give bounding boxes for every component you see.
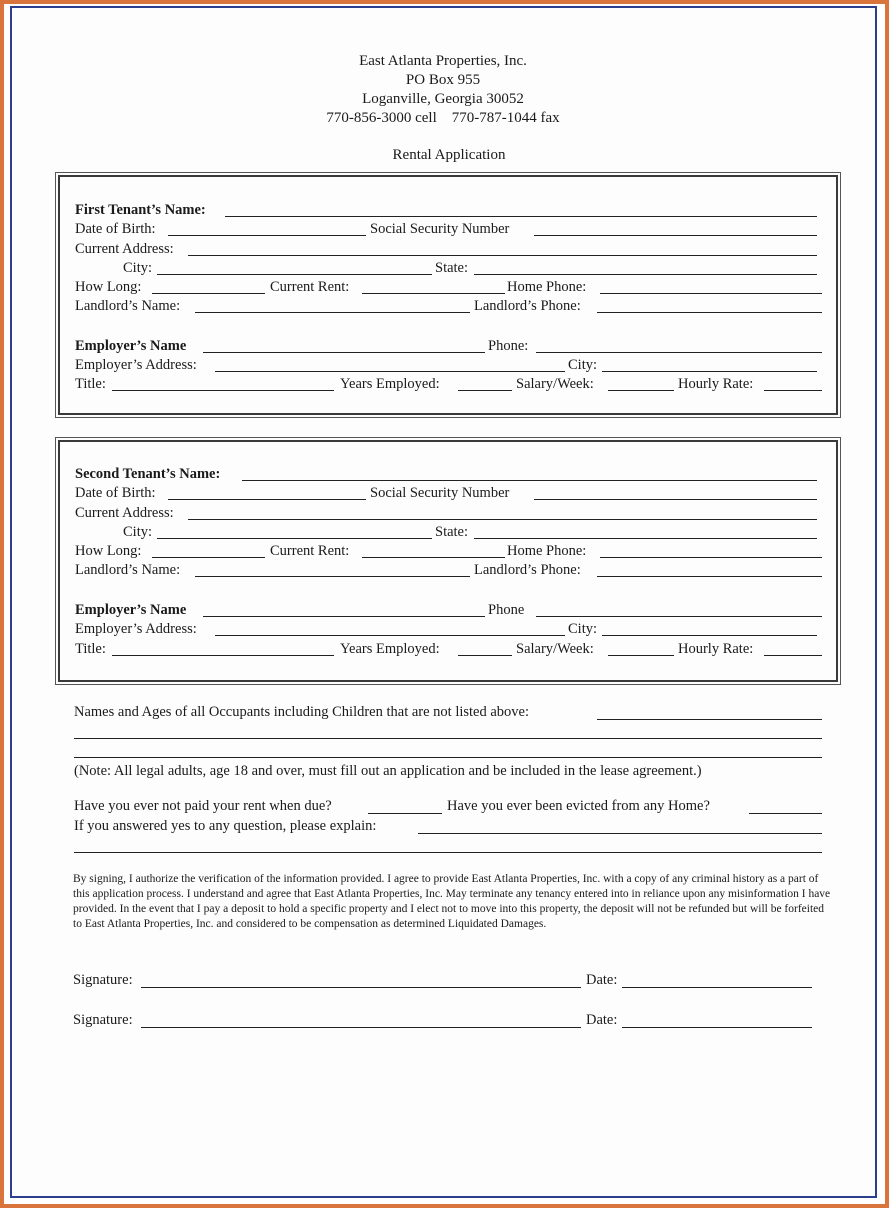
explain-field-1[interactable] — [418, 833, 822, 834]
current-address-label: Current Address: — [75, 505, 174, 521]
employer-name-label: Employer’s Name — [75, 338, 187, 354]
landlord-phone-label: Landlord’s Phone: — [474, 298, 581, 314]
landlord-phone-field[interactable] — [597, 312, 822, 313]
signature-2-field[interactable] — [141, 1027, 581, 1028]
dob-label: Date of Birth: — [75, 485, 156, 501]
evicted-question-label: Have you ever been evicted from any Home? — [447, 798, 710, 814]
occupants-field-3[interactable] — [74, 757, 822, 758]
occupants-field-1[interactable] — [597, 719, 822, 720]
home-phone-label: Home Phone: — [507, 279, 587, 295]
employer-address-field[interactable] — [215, 635, 565, 636]
dob-field[interactable] — [168, 499, 366, 500]
current-rent-label: Current Rent: — [270, 279, 350, 295]
second-tenant-name-field[interactable] — [242, 480, 817, 481]
hourly-rate-field[interactable] — [764, 655, 822, 656]
employer-address-field[interactable] — [215, 371, 565, 372]
landlord-phone-label: Landlord’s Phone: — [474, 562, 581, 578]
form-title: Rental Application — [392, 147, 506, 163]
current-address-field[interactable] — [188, 255, 817, 256]
salary-label: Salary/Week: — [516, 376, 594, 392]
state-field[interactable] — [474, 538, 817, 539]
explain-field-2[interactable] — [74, 852, 822, 853]
current-address-label: Current Address: — [75, 241, 174, 257]
employer-city-label: City: — [568, 621, 598, 637]
dob-field[interactable] — [168, 235, 366, 236]
years-employed-field[interactable] — [458, 390, 512, 391]
landlord-phone-field[interactable] — [597, 576, 822, 577]
state-label: State: — [435, 260, 469, 276]
employer-name-field[interactable] — [203, 352, 485, 353]
current-address-field[interactable] — [188, 519, 817, 520]
how-long-label: How Long: — [75, 279, 142, 295]
rent-question-label: Have you ever not paid your rent when due? — [74, 798, 332, 814]
date-2-label: Date: — [586, 1012, 618, 1028]
job-title-label: Title: — [75, 376, 106, 392]
employer-city-label: City: — [568, 357, 598, 373]
signature-1-field[interactable] — [141, 987, 581, 988]
second-tenant-section — [58, 440, 838, 682]
first-tenant-name-field[interactable] — [225, 216, 817, 217]
authorization-text: By signing, I authorize the verification of the information provided. I agree to provide East Atlanta Properties, Inc. with a copy of any criminal history as a part of this application process. I understand and agree that East Atlanta Properties, Inc. May terminate any tenancy entered into in reliance upon any misinformation I have provided. In the event that I pay a deposit to hold a specific property and I elect not to move into this property, the deposit will not be refunded but will be forfeited to East Atlanta Properties, Inc. and considered to be compensation as determined Liquidated Damages. — [73, 873, 831, 930]
ssn-label: Social Security Number — [370, 485, 510, 501]
hourly-rate-field[interactable] — [764, 390, 822, 391]
home-phone-field[interactable] — [600, 557, 822, 558]
state-field[interactable] — [474, 274, 817, 275]
signature-2-label: Signature: — [73, 1012, 133, 1028]
signature-1-label: Signature: — [73, 972, 133, 988]
home-phone-field[interactable] — [600, 293, 822, 294]
landlord-name-field[interactable] — [195, 576, 470, 577]
how-long-field[interactable] — [152, 557, 265, 558]
company-name: East Atlanta Properties, Inc. — [359, 53, 527, 69]
job-title-label: Title: — [75, 641, 106, 657]
first-tenant-section — [58, 175, 838, 415]
adults-note: (Note: All legal adults, age 18 and over, must fill out an application and be included in the lease agreement.) — [74, 763, 702, 779]
how-long-field[interactable] — [152, 293, 265, 294]
years-employed-label: Years Employed: — [340, 376, 440, 392]
job-title-field[interactable] — [112, 390, 334, 391]
salary-label: Salary/Week: — [516, 641, 594, 657]
date-2-field[interactable] — [622, 1027, 812, 1028]
salary-field[interactable] — [608, 655, 674, 656]
first-tenant-name-label: First Tenant’s Name: — [75, 202, 206, 218]
date-1-field[interactable] — [622, 987, 812, 988]
dob-label: Date of Birth: — [75, 221, 156, 237]
city-label: City: — [123, 524, 153, 540]
company-city: Loganville, Georgia 30052 — [362, 91, 524, 107]
second-tenant-name-label: Second Tenant’s Name: — [75, 466, 221, 482]
employer-address-label: Employer’s Address: — [75, 357, 197, 373]
state-label: State: — [435, 524, 469, 540]
landlord-name-label: Landlord’s Name: — [75, 298, 181, 314]
company-header — [0, 52, 889, 128]
evicted-question-field[interactable] — [749, 813, 822, 814]
employer-address-label: Employer’s Address: — [75, 621, 197, 637]
ssn-label: Social Security Number — [370, 221, 510, 237]
ssn-field[interactable] — [534, 235, 817, 236]
city-label: City: — [123, 260, 153, 276]
city-field[interactable] — [157, 538, 432, 539]
current-rent-field[interactable] — [362, 293, 505, 294]
how-long-label: How Long: — [75, 543, 142, 559]
hourly-rate-label: Hourly Rate: — [678, 376, 754, 392]
employer-phone-label: Phone: — [488, 338, 529, 354]
explain-label: If you answered yes to any question, please explain: — [74, 818, 377, 834]
city-field[interactable] — [157, 274, 432, 275]
landlord-name-label: Landlord’s Name: — [75, 562, 181, 578]
company-phones: 770-856-3000 cell 770-787-1044 fax — [326, 110, 560, 126]
ssn-field[interactable] — [534, 499, 817, 500]
date-1-label: Date: — [586, 972, 618, 988]
years-employed-label: Years Employed: — [340, 641, 440, 657]
company-po-box: PO Box 955 — [405, 72, 481, 88]
job-title-field[interactable] — [112, 655, 334, 656]
hourly-rate-label: Hourly Rate: — [678, 641, 754, 657]
occupants-field-2[interactable] — [74, 738, 822, 739]
employer-phone-field[interactable] — [536, 616, 822, 617]
occupants-label: Names and Ages of all Occupants including Children that are not listed above: — [74, 704, 530, 720]
employer-name-field[interactable] — [203, 616, 485, 617]
salary-field[interactable] — [608, 390, 674, 391]
current-rent-label: Current Rent: — [270, 543, 350, 559]
employer-name-label: Employer’s Name — [75, 602, 187, 618]
employer-phone-label: Phone — [488, 602, 525, 618]
rent-question-field[interactable] — [368, 813, 442, 814]
employer-city-field[interactable] — [602, 635, 817, 636]
home-phone-label: Home Phone: — [507, 543, 587, 559]
years-employed-field[interactable] — [458, 655, 512, 656]
current-rent-field[interactable] — [362, 557, 505, 558]
employer-phone-field[interactable] — [536, 352, 822, 353]
landlord-name-field[interactable] — [195, 312, 470, 313]
employer-city-field[interactable] — [602, 371, 817, 372]
